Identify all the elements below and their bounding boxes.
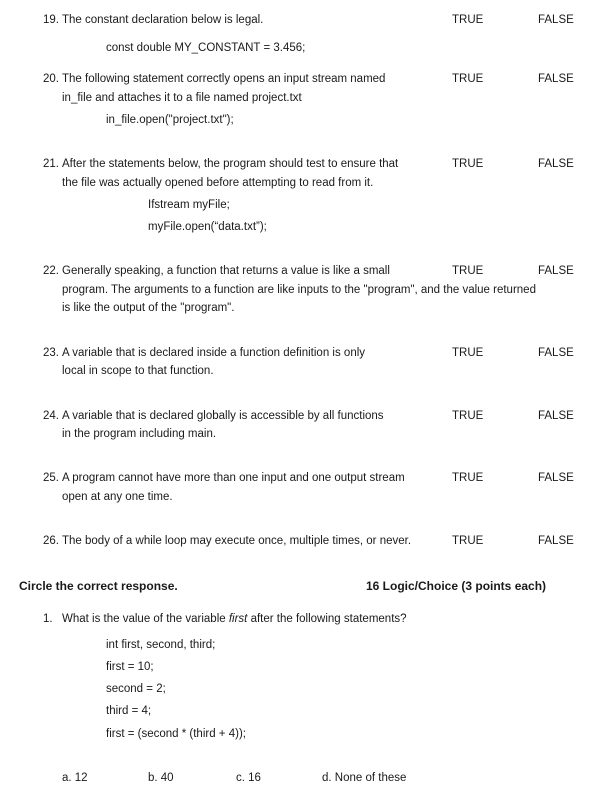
question-text: in the program including main. <box>62 428 217 440</box>
question-text: the file was actually opened before attempting to read from it. <box>62 177 374 189</box>
question-text: What is the value of the variable first after the following statements? <box>62 613 407 625</box>
true-option[interactable]: TRUE <box>452 410 484 422</box>
question-number: 1. <box>43 613 53 625</box>
code-line: first = (second * (third + 4)); <box>106 728 246 740</box>
question-text: The body of a while loop may execute once, multiple times, or never. <box>62 535 412 547</box>
true-option[interactable]: TRUE <box>452 73 484 85</box>
true-option[interactable]: TRUE <box>452 158 484 170</box>
question-number: 23. <box>43 347 59 359</box>
true-option[interactable]: TRUE <box>452 265 484 277</box>
code-line: int first, second, third; <box>106 639 216 651</box>
true-option[interactable]: TRUE <box>452 472 484 484</box>
false-option[interactable]: FALSE <box>538 265 574 277</box>
question-text: program. The arguments to a function are like inputs to the "program", and the value returned <box>62 284 536 296</box>
question-text: A variable that is declared inside a function definition is only <box>62 347 366 359</box>
question-text: local in scope to that function. <box>62 365 214 377</box>
false-option[interactable]: FALSE <box>538 535 574 547</box>
code-line: Ifstream myFile; <box>148 199 230 211</box>
question-number: 19. <box>43 14 59 26</box>
false-option[interactable]: FALSE <box>538 347 574 359</box>
true-option[interactable]: TRUE <box>452 347 484 359</box>
true-option[interactable]: TRUE <box>452 535 484 547</box>
question-number: 25. <box>43 472 59 484</box>
question-text: The following statement correctly opens an input stream named <box>62 73 386 85</box>
question-number: 20. <box>43 73 59 85</box>
code-line: myFile.open(“data.txt”); <box>148 221 267 233</box>
question-text: A variable that is declared globally is accessible by all functions <box>62 410 384 422</box>
question-text: The constant declaration below is legal. <box>62 14 264 26</box>
code-line: in_file.open("project.txt"); <box>106 114 234 126</box>
question-number: 21. <box>43 158 59 170</box>
question-number: 22. <box>43 265 59 277</box>
question-text: A program cannot have more than one input and one output stream <box>62 472 405 484</box>
false-option[interactable]: FALSE <box>538 410 574 422</box>
code-line: third = 4; <box>106 705 152 717</box>
section-points: 16 Logic/Choice (3 points each) <box>366 579 547 593</box>
choice-d[interactable]: d. None of these <box>322 772 407 784</box>
choice-c[interactable]: c. 16 <box>236 772 261 784</box>
question-text: Generally speaking, a function that returns a value is like a small <box>62 265 390 277</box>
choice-b[interactable]: b. 40 <box>148 772 174 784</box>
code-line: const double MY_CONSTANT = 3.456; <box>106 42 306 54</box>
code-line: second = 2; <box>106 683 166 695</box>
question-number: 26. <box>43 535 59 547</box>
false-option[interactable]: FALSE <box>538 472 574 484</box>
false-option[interactable]: FALSE <box>538 14 574 26</box>
question-number: 24. <box>43 410 59 422</box>
choice-a[interactable]: a. 12 <box>62 772 88 784</box>
question-text: open at any one time. <box>62 491 173 503</box>
false-option[interactable]: FALSE <box>538 158 574 170</box>
section-instruction: Circle the correct response. <box>19 579 178 593</box>
false-option[interactable]: FALSE <box>538 73 574 85</box>
true-option[interactable]: TRUE <box>452 14 484 26</box>
question-text: is like the output of the "program". <box>62 302 235 314</box>
code-line: first = 10; <box>106 661 154 673</box>
question-text: After the statements below, the program should test to ensure that <box>62 158 399 170</box>
question-text: in_file and attaches it to a file named project.txt <box>62 92 302 104</box>
